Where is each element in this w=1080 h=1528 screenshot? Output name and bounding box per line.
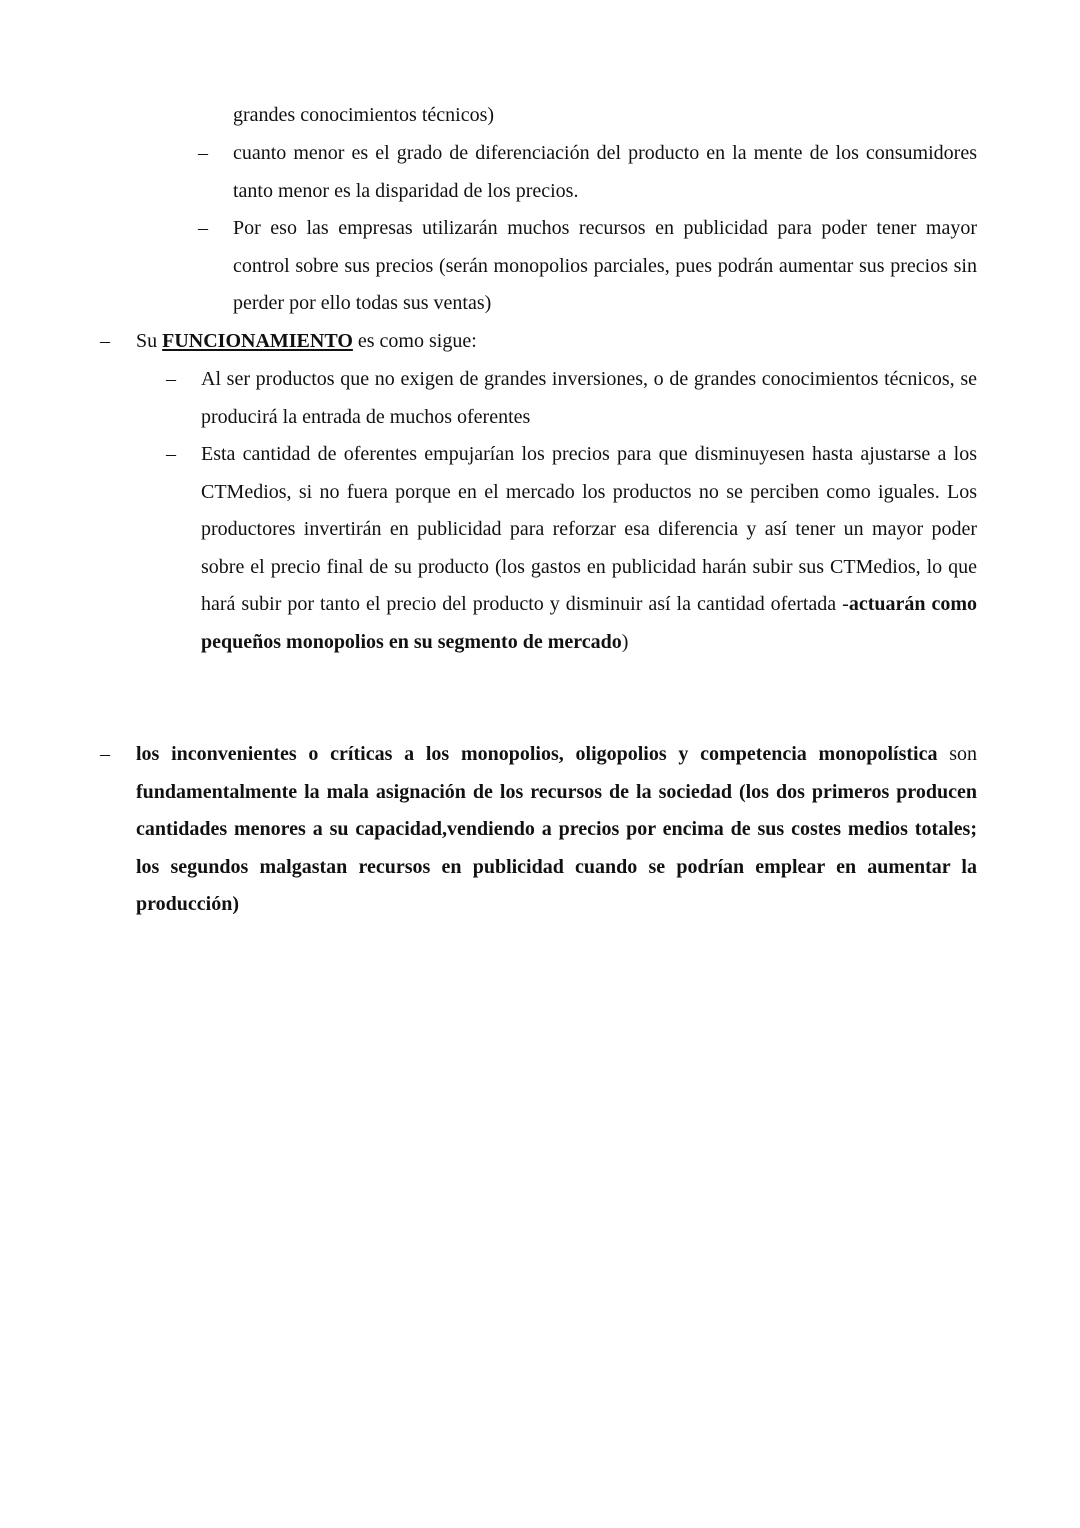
bullet-dash: – <box>166 443 176 465</box>
item-bold-text: actuarán como pequeños monopolios en su segmento de mercado <box>201 593 977 653</box>
bullet-dash: – <box>198 217 208 239</box>
item-end: ) <box>621 630 629 653</box>
funcionamiento-heading <box>136 323 977 361</box>
item-text: Esta cantidad de oferentes empujarían los precios para que disminuyesen hasta ajustarse a los CTMedios, si no fuera porque en el mercado los productos no se perciben como iguales. Los productores invertirán en publicidad para reforzar esa diferencia y así tener un mayor poder sobre el precio final de su producto (los gastos en publicidad harán subir sus CTMedios, lo que hará subir por tanto el precio del producto y disminuir así la cantidad ofertada - <box>201 443 977 616</box>
heading-keyword: FUNCIONAMIENTO <box>162 330 353 352</box>
conclusion-bold-rest: fundamentalmente la mala asignación de los recursos de la sociedad (los dos primeros producen cantidades menores a su capacidad,vendiendo a precios por encima de sus costes medios totales; los segundos malgastan recursos en publicidad cuando se podrían emplear en aumentar la producción) <box>136 780 977 916</box>
conclusion-paragraph <box>136 736 977 924</box>
list-item-entrada-oferentes: Al ser productos que no exigen de grandes inversiones, o de grandes conocimientos técnicos, se producirá la entrada de muchos oferentes <box>201 368 977 428</box>
conclusion-bold-start: los inconvenientes o críticas a los monopolios, oligopolios y competencia monopolística <box>136 743 938 765</box>
continuation-text: grandes conocimientos técnicos) <box>233 104 495 126</box>
list-item-cantidad-oferentes <box>201 436 977 662</box>
list-item-publicidad: Por eso las empresas utilizarán muchos recursos en publicidad para poder tener mayor control sobre sus precios (serán monopolios parciales, pues podrán aumentar sus precios sin perder por ello todas sus ventas) <box>233 217 977 315</box>
list-item-diferenciacion: cuanto menor es el grado de diferenciación del producto en la mente de los consumidores tanto menor es la disparidad de los precios. <box>233 142 977 202</box>
bullet-dash: – <box>100 743 110 765</box>
bullet-dash: – <box>198 142 208 164</box>
conclusion-normal: son <box>937 743 977 765</box>
heading-suffix: es como sigue: <box>352 330 477 352</box>
heading-prefix: Su <box>136 330 163 352</box>
bullet-dash: – <box>166 368 176 390</box>
bullet-dash: – <box>100 330 110 352</box>
